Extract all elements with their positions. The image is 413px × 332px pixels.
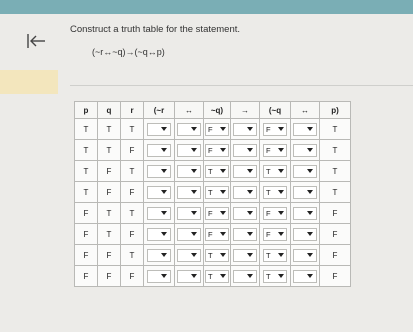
dropdown-value: F bbox=[208, 208, 213, 218]
cell-p-2 bbox=[320, 245, 351, 266]
table-row bbox=[75, 119, 351, 140]
answer-dropdown[interactable] bbox=[177, 228, 201, 241]
chevron-down-icon bbox=[278, 253, 284, 257]
answer-dropdown[interactable] bbox=[233, 249, 257, 262]
truth-value: T bbox=[106, 124, 112, 134]
chevron-down-icon bbox=[247, 232, 253, 236]
cell-q bbox=[98, 245, 121, 266]
cell-not-q bbox=[204, 161, 231, 182]
chevron-down-icon bbox=[247, 127, 253, 131]
dropdown-value: F bbox=[266, 208, 271, 218]
table-row bbox=[75, 161, 351, 182]
logic-statement: (~r↔~q)→(~q↔p) bbox=[92, 47, 165, 57]
truth-value: T bbox=[332, 187, 338, 197]
header-cell: r bbox=[121, 102, 144, 119]
chevron-down-icon bbox=[247, 211, 253, 215]
cell-r bbox=[121, 203, 144, 224]
chevron-down-icon bbox=[278, 148, 284, 152]
chevron-down-icon bbox=[161, 232, 167, 236]
answer-dropdown[interactable] bbox=[293, 123, 317, 136]
chevron-down-icon bbox=[307, 253, 313, 257]
answer-dropdown[interactable] bbox=[177, 144, 201, 157]
truth-value: T bbox=[332, 166, 338, 176]
chevron-down-icon bbox=[220, 127, 226, 131]
cell-biconditional-1 bbox=[175, 140, 204, 161]
table-row bbox=[75, 245, 351, 266]
answer-dropdown[interactable] bbox=[205, 165, 229, 178]
cell-not-q bbox=[204, 245, 231, 266]
cell-not-q bbox=[204, 182, 231, 203]
table-row bbox=[75, 266, 351, 287]
chevron-down-icon bbox=[247, 148, 253, 152]
cell-biconditional-2 bbox=[291, 203, 320, 224]
dropdown-value: T bbox=[208, 187, 213, 197]
answer-dropdown[interactable] bbox=[263, 123, 287, 136]
chevron-down-icon bbox=[278, 190, 284, 194]
cell-p bbox=[75, 161, 98, 182]
cell-biconditional-1 bbox=[175, 119, 204, 140]
answer-dropdown[interactable] bbox=[233, 270, 257, 283]
header-cell: p bbox=[75, 102, 98, 119]
cell-q bbox=[98, 266, 121, 287]
answer-dropdown[interactable] bbox=[233, 144, 257, 157]
cell-biconditional-2 bbox=[291, 140, 320, 161]
truth-value: T bbox=[83, 187, 89, 197]
cell-not-q bbox=[204, 119, 231, 140]
answer-dropdown[interactable] bbox=[177, 249, 201, 262]
truth-value: T bbox=[129, 166, 135, 176]
cell-not-r bbox=[144, 119, 175, 140]
cell-r bbox=[121, 245, 144, 266]
cell-biconditional-1 bbox=[175, 224, 204, 245]
cell-q bbox=[98, 203, 121, 224]
answer-dropdown[interactable] bbox=[147, 249, 171, 262]
chevron-down-icon bbox=[191, 148, 197, 152]
chevron-down-icon bbox=[247, 169, 253, 173]
cell-implication bbox=[231, 140, 260, 161]
answer-dropdown[interactable] bbox=[233, 186, 257, 199]
cell-q bbox=[98, 161, 121, 182]
answer-dropdown[interactable] bbox=[263, 207, 287, 220]
chevron-down-icon bbox=[278, 274, 284, 278]
cell-not-r bbox=[144, 266, 175, 287]
instruction-text: Construct a truth table for the statement. bbox=[70, 24, 241, 35]
answer-dropdown[interactable] bbox=[205, 270, 229, 283]
header-cell: ↔ bbox=[291, 102, 320, 119]
truth-value: T bbox=[129, 250, 135, 260]
cell-biconditional-1 bbox=[175, 203, 204, 224]
answer-dropdown[interactable] bbox=[293, 165, 317, 178]
dropdown-value: F bbox=[266, 229, 271, 239]
chevron-down-icon bbox=[278, 211, 284, 215]
dropdown-value: F bbox=[266, 145, 271, 155]
header-cell: (~q bbox=[260, 102, 291, 119]
dropdown-value: T bbox=[266, 166, 271, 176]
answer-dropdown[interactable] bbox=[205, 228, 229, 241]
header-cell: (~r bbox=[144, 102, 175, 119]
chevron-down-icon bbox=[220, 232, 226, 236]
answer-dropdown[interactable] bbox=[263, 165, 287, 178]
answer-dropdown[interactable] bbox=[233, 165, 257, 178]
cell-implication bbox=[231, 182, 260, 203]
truth-value: T bbox=[129, 208, 135, 218]
truth-value: F bbox=[83, 271, 89, 281]
answer-dropdown[interactable] bbox=[263, 270, 287, 283]
cell-p bbox=[75, 119, 98, 140]
chevron-down-icon bbox=[191, 274, 197, 278]
table-row bbox=[75, 140, 351, 161]
truth-value: F bbox=[83, 208, 89, 218]
chevron-down-icon bbox=[191, 127, 197, 131]
truth-value: F bbox=[83, 229, 89, 239]
chevron-down-icon bbox=[161, 274, 167, 278]
truth-value: F bbox=[332, 229, 338, 239]
answer-dropdown[interactable] bbox=[263, 186, 287, 199]
truth-value: T bbox=[106, 208, 112, 218]
truth-value: T bbox=[106, 229, 112, 239]
truth-value: F bbox=[83, 250, 89, 260]
truth-value: F bbox=[332, 271, 338, 281]
chevron-down-icon bbox=[161, 148, 167, 152]
cell-p bbox=[75, 182, 98, 203]
top-accent-bar bbox=[0, 0, 413, 14]
answer-dropdown[interactable] bbox=[177, 165, 201, 178]
cell-p-2 bbox=[320, 182, 351, 203]
truth-value: F bbox=[106, 250, 112, 260]
cell-implication bbox=[231, 266, 260, 287]
answer-dropdown[interactable] bbox=[147, 165, 171, 178]
cell-p-2 bbox=[320, 140, 351, 161]
header-cell: ~q) bbox=[204, 102, 231, 119]
truth-value: F bbox=[106, 166, 112, 176]
header-cell: ↔ bbox=[175, 102, 204, 119]
answer-dropdown[interactable] bbox=[177, 186, 201, 199]
chevron-down-icon bbox=[191, 253, 197, 257]
chevron-down-icon bbox=[220, 169, 226, 173]
truth-value: T bbox=[332, 124, 338, 134]
cell-p bbox=[75, 224, 98, 245]
chevron-down-icon bbox=[220, 148, 226, 152]
cell-implication bbox=[231, 161, 260, 182]
cell-biconditional-2 bbox=[291, 182, 320, 203]
cell-r bbox=[121, 182, 144, 203]
answer-dropdown[interactable] bbox=[263, 249, 287, 262]
truth-value: T bbox=[83, 124, 89, 134]
cell-p bbox=[75, 245, 98, 266]
answer-dropdown[interactable] bbox=[147, 144, 171, 157]
chevron-down-icon bbox=[307, 211, 313, 215]
dropdown-value: T bbox=[208, 250, 213, 260]
chevron-down-icon bbox=[247, 253, 253, 257]
chevron-down-icon bbox=[307, 232, 313, 236]
cell-biconditional-2 bbox=[291, 245, 320, 266]
chevron-down-icon bbox=[307, 274, 313, 278]
truth-value: T bbox=[332, 145, 338, 155]
cell-biconditional-1 bbox=[175, 182, 204, 203]
cell-p-2 bbox=[320, 224, 351, 245]
chevron-down-icon bbox=[161, 253, 167, 257]
cell-biconditional-2 bbox=[291, 161, 320, 182]
cell-not-r bbox=[144, 224, 175, 245]
chevron-down-icon bbox=[307, 190, 313, 194]
answer-dropdown[interactable] bbox=[177, 207, 201, 220]
cell-not-q-2 bbox=[260, 140, 291, 161]
back-arrow-icon[interactable] bbox=[26, 33, 46, 49]
cell-not-q bbox=[204, 266, 231, 287]
truth-value: F bbox=[332, 250, 338, 260]
chevron-down-icon bbox=[278, 232, 284, 236]
answer-dropdown[interactable] bbox=[147, 207, 171, 220]
cell-q bbox=[98, 119, 121, 140]
cell-not-q bbox=[204, 224, 231, 245]
chevron-down-icon bbox=[191, 232, 197, 236]
chevron-down-icon bbox=[247, 190, 253, 194]
truth-table bbox=[74, 101, 351, 287]
cell-p-2 bbox=[320, 203, 351, 224]
header-cell: q bbox=[98, 102, 121, 119]
answer-dropdown[interactable] bbox=[177, 270, 201, 283]
cell-not-r bbox=[144, 245, 175, 266]
truth-value: T bbox=[83, 145, 89, 155]
cell-implication bbox=[231, 245, 260, 266]
truth-value: F bbox=[106, 187, 112, 197]
truth-value: F bbox=[129, 229, 135, 239]
answer-dropdown[interactable] bbox=[293, 207, 317, 220]
chevron-down-icon bbox=[191, 211, 197, 215]
truth-value: T bbox=[129, 124, 135, 134]
cell-implication bbox=[231, 203, 260, 224]
chevron-down-icon bbox=[220, 274, 226, 278]
dropdown-value: F bbox=[208, 145, 213, 155]
cell-not-q-2 bbox=[260, 119, 291, 140]
dropdown-value: F bbox=[266, 124, 271, 134]
truth-value: F bbox=[129, 145, 135, 155]
cell-not-r bbox=[144, 203, 175, 224]
cell-r bbox=[121, 224, 144, 245]
dropdown-value: T bbox=[266, 250, 271, 260]
dropdown-value: T bbox=[266, 187, 271, 197]
chevron-down-icon bbox=[278, 127, 284, 131]
cell-p bbox=[75, 140, 98, 161]
header-cell: → bbox=[231, 102, 260, 119]
answer-dropdown[interactable] bbox=[147, 123, 171, 136]
cell-not-q-2 bbox=[260, 266, 291, 287]
answer-dropdown[interactable] bbox=[233, 207, 257, 220]
cell-p-2 bbox=[320, 161, 351, 182]
cell-not-r bbox=[144, 140, 175, 161]
header-cell: p) bbox=[320, 102, 351, 119]
cell-p-2 bbox=[320, 266, 351, 287]
side-highlight-band bbox=[0, 70, 58, 94]
cell-implication bbox=[231, 119, 260, 140]
chevron-down-icon bbox=[191, 190, 197, 194]
answer-dropdown[interactable] bbox=[205, 249, 229, 262]
cell-p-2 bbox=[320, 119, 351, 140]
answer-dropdown[interactable] bbox=[293, 228, 317, 241]
answer-dropdown[interactable] bbox=[263, 228, 287, 241]
chevron-down-icon bbox=[191, 169, 197, 173]
answer-dropdown[interactable] bbox=[293, 186, 317, 199]
truth-value: F bbox=[129, 271, 135, 281]
chevron-down-icon bbox=[161, 127, 167, 131]
truth-value: F bbox=[106, 271, 112, 281]
chevron-down-icon bbox=[307, 127, 313, 131]
answer-dropdown[interactable] bbox=[263, 144, 287, 157]
answer-dropdown[interactable] bbox=[147, 228, 171, 241]
cell-biconditional-1 bbox=[175, 161, 204, 182]
cell-biconditional-1 bbox=[175, 245, 204, 266]
chevron-down-icon bbox=[220, 211, 226, 215]
cell-biconditional-2 bbox=[291, 119, 320, 140]
answer-dropdown[interactable] bbox=[147, 186, 171, 199]
chevron-down-icon bbox=[247, 274, 253, 278]
cell-not-q-2 bbox=[260, 182, 291, 203]
chevron-down-icon bbox=[307, 169, 313, 173]
truth-value: T bbox=[106, 145, 112, 155]
dropdown-value: F bbox=[208, 229, 213, 239]
answer-dropdown[interactable] bbox=[293, 144, 317, 157]
cell-r bbox=[121, 140, 144, 161]
dropdown-value: T bbox=[208, 271, 213, 281]
cell-p bbox=[75, 203, 98, 224]
cell-implication bbox=[231, 224, 260, 245]
chevron-down-icon bbox=[278, 169, 284, 173]
chevron-down-icon bbox=[161, 190, 167, 194]
cell-not-q-2 bbox=[260, 245, 291, 266]
table-row bbox=[75, 203, 351, 224]
cell-biconditional-1 bbox=[175, 266, 204, 287]
cell-not-q bbox=[204, 140, 231, 161]
divider bbox=[70, 85, 413, 86]
cell-not-r bbox=[144, 182, 175, 203]
cell-not-q-2 bbox=[260, 224, 291, 245]
truth-value: F bbox=[129, 187, 135, 197]
chevron-down-icon bbox=[307, 148, 313, 152]
answer-dropdown[interactable] bbox=[177, 123, 201, 136]
cell-not-r bbox=[144, 161, 175, 182]
answer-dropdown[interactable] bbox=[293, 270, 317, 283]
answer-dropdown[interactable] bbox=[205, 123, 229, 136]
cell-r bbox=[121, 161, 144, 182]
cell-not-q-2 bbox=[260, 161, 291, 182]
truth-value: T bbox=[83, 166, 89, 176]
answer-dropdown[interactable] bbox=[293, 249, 317, 262]
answer-dropdown[interactable] bbox=[233, 123, 257, 136]
chevron-down-icon bbox=[161, 211, 167, 215]
answer-dropdown[interactable] bbox=[205, 186, 229, 199]
chevron-down-icon bbox=[220, 253, 226, 257]
dropdown-value: T bbox=[266, 271, 271, 281]
cell-r bbox=[121, 266, 144, 287]
table-header-row bbox=[75, 102, 351, 119]
cell-p bbox=[75, 266, 98, 287]
cell-biconditional-2 bbox=[291, 224, 320, 245]
cell-q bbox=[98, 140, 121, 161]
dropdown-value: T bbox=[208, 166, 213, 176]
answer-dropdown[interactable] bbox=[147, 270, 171, 283]
dropdown-value: F bbox=[208, 124, 213, 134]
cell-not-q bbox=[204, 203, 231, 224]
cell-not-q-2 bbox=[260, 203, 291, 224]
answer-dropdown[interactable] bbox=[205, 207, 229, 220]
chevron-down-icon bbox=[220, 190, 226, 194]
cell-q bbox=[98, 224, 121, 245]
answer-dropdown[interactable] bbox=[233, 228, 257, 241]
cell-q bbox=[98, 182, 121, 203]
chevron-down-icon bbox=[161, 169, 167, 173]
answer-dropdown[interactable] bbox=[205, 144, 229, 157]
table-row bbox=[75, 224, 351, 245]
cell-biconditional-2 bbox=[291, 266, 320, 287]
cell-r bbox=[121, 119, 144, 140]
table-row bbox=[75, 182, 351, 203]
truth-value: F bbox=[332, 208, 338, 218]
